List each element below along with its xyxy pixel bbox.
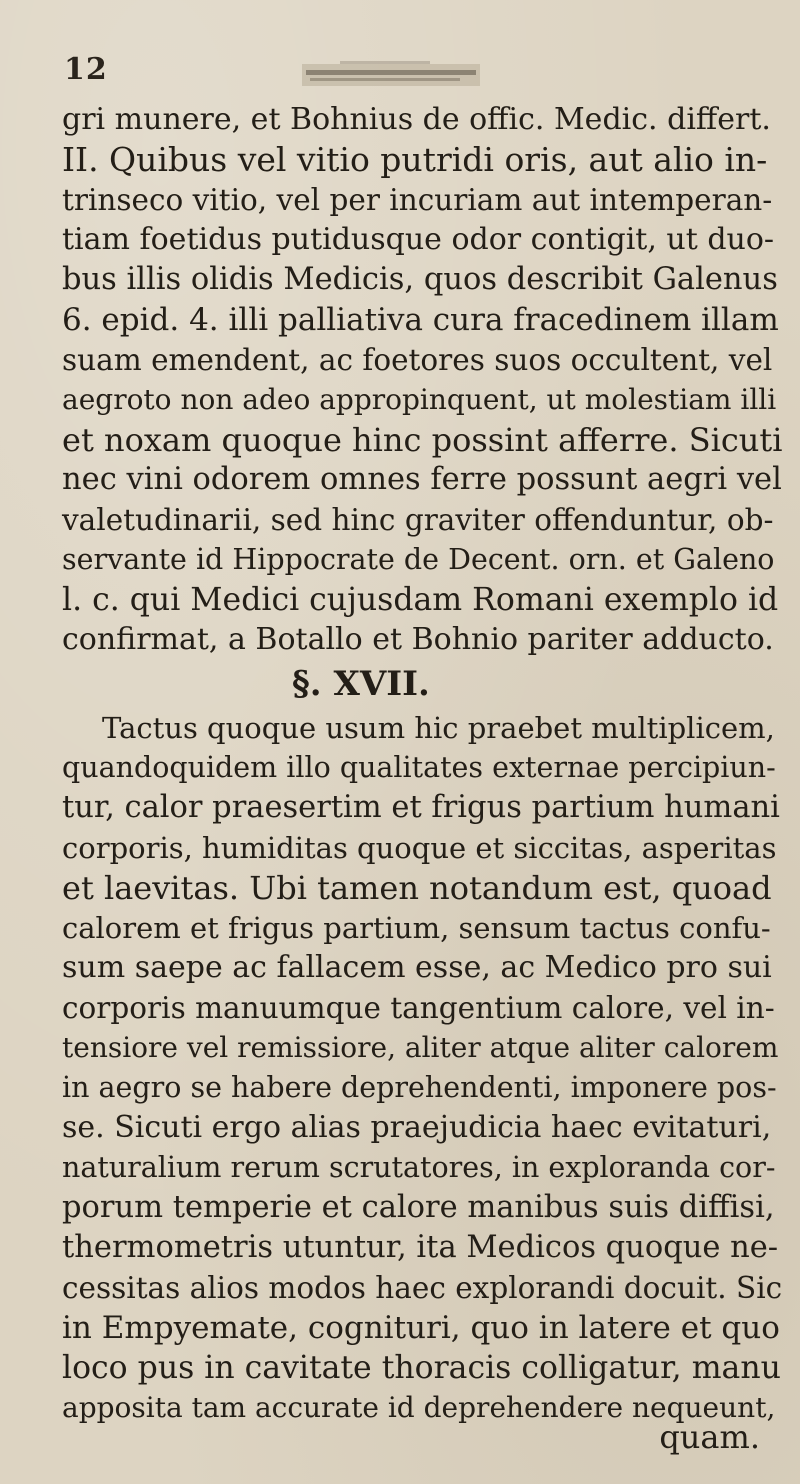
- text-line: calorem et frigus partium, sensum tactus confu-: [62, 911, 771, 945]
- page-header: [0, 0, 800, 100]
- text-line: tiam foetidus putidusque odor contigit, ut duo-: [62, 222, 775, 257]
- text-line: trinseco vitio, vel per incuriam aut intemperan-: [62, 183, 773, 217]
- section-heading: §. XVII.: [292, 664, 430, 704]
- text-line: in aegro se habere deprehendenti, imponere pos-: [62, 1071, 777, 1104]
- text-line: sum saepe ac fallacem esse, ac Medico pro sui: [62, 950, 772, 985]
- text-line: servante id Hippocrate de Decent. orn. et Galeno: [62, 543, 775, 576]
- text-line: tur, calor praesertim et frigus partium humani: [62, 790, 780, 825]
- text-line: l. c. qui Medici cujusdam Romani exemplo id: [62, 582, 779, 618]
- text-line: cessitas alios modos haec explorandi docuit. Sic: [62, 1271, 783, 1305]
- text-line: 6. epid. 4. illi palliativa cura fracedinem illam: [62, 302, 779, 338]
- text-line: in Empyemate, cognituri, quo in latere et quo: [62, 1310, 780, 1346]
- text-line: apposita tam accurate id deprehendere nequeunt,: [62, 1391, 776, 1424]
- catchword: quam.: [659, 1418, 760, 1456]
- text-line: confirmat, a Botallo et Bohnio pariter adducto.: [62, 622, 774, 657]
- text-line: tensiore vel remissiore, aliter atque aliter calorem: [62, 1031, 779, 1064]
- text-line: aegroto non adeo appropinquent, ut molestiam illi: [62, 383, 777, 416]
- text-line: corporis manuumque tangentium calore, vel in-: [62, 991, 775, 1025]
- text-line: quandoquidem illo qualitates externae percipiun-: [62, 751, 776, 784]
- text-line: thermometris utuntur, ita Medicos quoque ne-: [62, 1230, 779, 1265]
- text-line: naturalium rerum scrutatores, in exploranda cor-: [62, 1151, 776, 1184]
- text-line: corporis, humiditas quoque et siccitas, asperitas: [62, 831, 777, 865]
- library-stamp-image: [300, 58, 482, 92]
- text-line: se. Sicuti ergo alias praejudicia haec evitaturi,: [62, 1110, 772, 1145]
- text-line: suam emendent, ac foetores suos occultent, vel: [62, 343, 773, 377]
- text-line: II. Quibus vel vitio putridi oris, aut alio in-: [62, 140, 768, 179]
- text-line: bus illis olidis Medicis, quos describit Galenus: [62, 262, 778, 297]
- text-line: loco pus in cavitate thoracis colligatur, manu: [62, 1350, 781, 1386]
- text-line: et laevitas. Ubi tamen notandum est, quoad: [62, 869, 772, 907]
- page-number: 12: [64, 52, 108, 87]
- text-line: porum temperie et calore manibus suis diffisi,: [62, 1190, 775, 1225]
- text-line: nec vini odorem omnes ferre possunt aegri vel: [62, 462, 782, 497]
- text-line: gri munere, et Bohnius de offic. Medic. differt.: [62, 102, 771, 137]
- text-line: valetudinarii, sed hinc graviter offenduntur, ob-: [62, 503, 774, 537]
- text-line: et noxam quoque hinc possint afferre. Sicuti: [62, 421, 783, 459]
- text-line: Tactus quoque usum hic praebet multiplicem,: [102, 711, 775, 745]
